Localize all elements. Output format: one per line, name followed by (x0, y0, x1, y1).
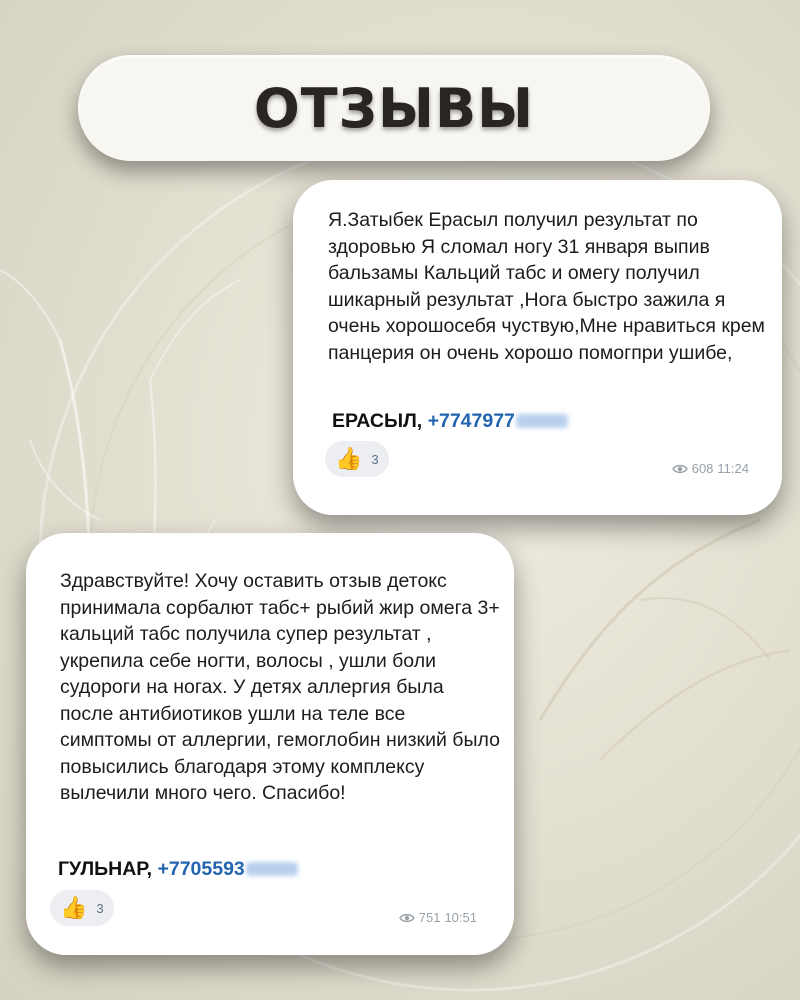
review-phone-link[interactable]: +7747977 (427, 410, 515, 432)
message-meta (399, 910, 477, 925)
redacted-phone-digits (516, 414, 568, 428)
thumbs-up-icon: 👍 (335, 446, 363, 471)
eye-icon (399, 913, 415, 923)
message-time: 11:24 (717, 461, 749, 476)
reaction-badge[interactable] (325, 441, 389, 477)
review-author: ЕРАСЫЛ, (332, 410, 423, 432)
reaction-count: 3 (96, 900, 104, 916)
reaction-badge[interactable] (50, 890, 114, 926)
title-banner (78, 55, 710, 161)
redacted-phone-digits (246, 862, 298, 876)
reaction-count: 3 (371, 451, 379, 467)
review-text: Я.Затыбек Ерасыл получил результат по здоровью Я сломал ногу 31 января выпив бальзамы Кальций табс и омегу получил шикарный результат ,Нога быстро зажила я очень хорошосебя чуствую,Мне нравиться крем панцерия он очень хорошо помогпри ушибе, (328, 209, 765, 364)
message-time: 10:51 (444, 910, 477, 925)
message-meta (672, 461, 749, 476)
thumbs-up-icon: 👍 (60, 895, 88, 920)
review-signature (58, 858, 298, 881)
review-card (26, 533, 514, 955)
view-count: 751 (418, 910, 441, 925)
review-signature (332, 410, 568, 433)
view-count: 608 (691, 461, 714, 476)
review-card (293, 180, 782, 515)
page-title: ОТЗЫВЫ (253, 76, 535, 140)
review-text: Здравствуйте! Хочу оставить отзыв детокс принимала сорбалют табс+ рыбий жир омега 3+ кальций табс получила супер результат , укрепила себе ногти, волосы , ушли боли судороги на ногах. У детях аллергия была после антибиотиков ушли на теле все симптомы от аллергии, гемоглобин низкий было повысились благодаря этому комплексу вылечили много чего. Спасибо! (60, 570, 500, 804)
eye-icon (672, 464, 688, 474)
review-author: ГУЛЬНАР, (58, 858, 153, 880)
review-phone-link[interactable]: +7705593 (157, 858, 245, 880)
